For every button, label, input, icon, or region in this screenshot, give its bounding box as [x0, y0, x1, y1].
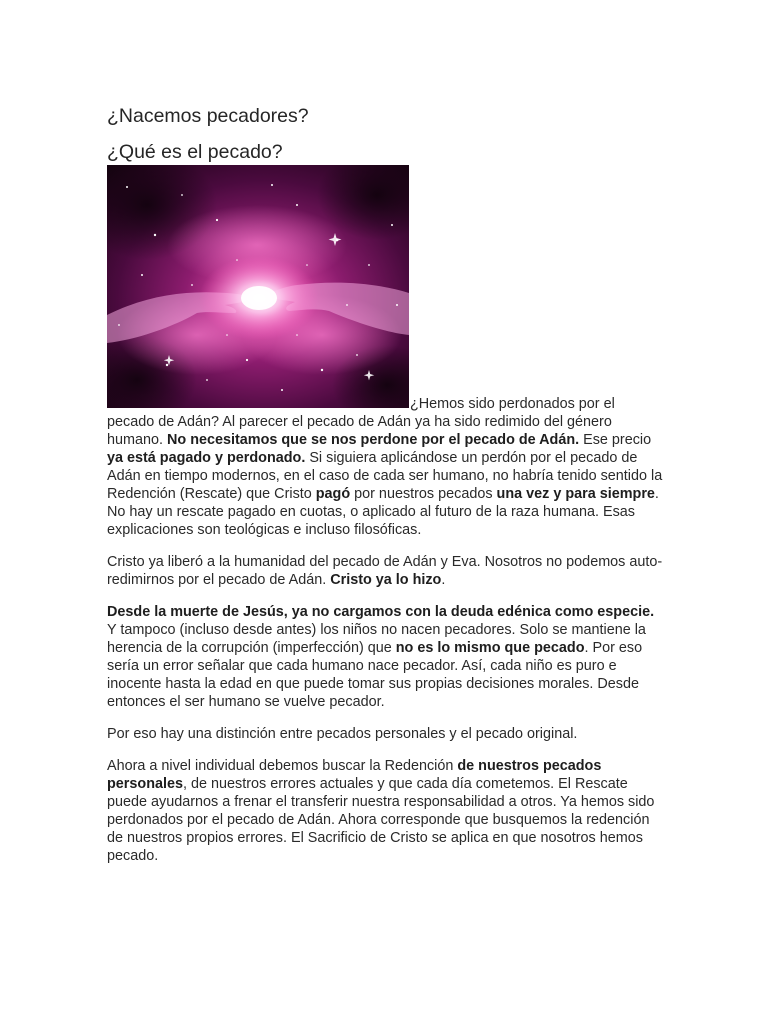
p5-bold-1: de nuestros pecados personales — [107, 758, 602, 792]
document-page — [107, 103, 663, 879]
p1-bold-4: una vez y para siempre — [496, 486, 655, 502]
p3-text-1: Y tampoco (incluso desde antes) los niños no nacen pecadores. Solo se mantiene la herencia de la corrupción (imperfección) que — [107, 622, 646, 656]
p1-text-1: ¿Hemos sido perdonados por el pecado de Adán? Al parecer el pecado de Adán ya ha sido redimido del género humano. — [107, 396, 615, 448]
paragraph-5 — [107, 757, 663, 865]
paragraph-4 — [107, 725, 663, 743]
p1-text-5: . No hay un rescate pagado en cuotas, o aplicado al futuro de la raza humana. Esas explicaciones son teológicas e incluso filosóficas. — [107, 486, 659, 538]
p1-text-2: Ese precio — [579, 432, 652, 448]
p3-text-2: . Por eso sería un error señalar que cada humano nace pecador. Así, cada niño es puro e inocente hasta la edad en que puede tomar sus propias decisiones morales. Desde entonces el ser humano se vuelve pecador. — [107, 640, 643, 710]
p1-text-4: por nuestros pecados — [350, 486, 497, 502]
page-title: ¿Nacemos pecadores? — [107, 105, 309, 127]
page-subtitle: ¿Qué es el pecado? — [107, 141, 283, 163]
p2-bold-1: Cristo ya lo hizo — [330, 572, 442, 588]
p2-text-2: . — [441, 572, 446, 588]
paragraph-2 — [107, 553, 663, 589]
p3-bold-2: no es lo mismo que pecado — [395, 640, 585, 656]
p1-bold-1: No necesitamos que se nos perdone por el pecado de Adán. — [167, 432, 580, 448]
paragraph-1 — [107, 165, 663, 539]
p4-text-1: Por eso hay una distinción entre pecados personales y el pecado original. — [107, 726, 578, 742]
p1-text-3: Si siguiera aplicándose un perdón por el pecado de Adán en tiempo modernos, en el caso de cada ser humano, no habría tenido sentido la Redención (Rescate) que Cristo — [107, 450, 663, 502]
p3-bold-1: Desde la muerte de Jesús, ya no cargamos con la deuda edénica como especie. — [107, 604, 655, 620]
p5-text-2: , de nuestros errores actuales y que cada día cometemos. El Rescate puede ayudarnos a frenar el transferir nuestra responsabilidad a otros. Ya hemos sido perdonados por el pecado de Adán. Ahora corresponde que busquemos la redención de nuestros propios errores. El Sacrificio de Cristo se aplica en que nosotros hemos pecado. — [107, 776, 655, 864]
cosmic-hands-image — [107, 165, 409, 408]
p1-bold-3: pagó — [315, 486, 351, 502]
paragraph-3 — [107, 603, 663, 711]
p1-bold-2: ya está pagado y perdonado. — [107, 450, 306, 466]
p2-text-1: Cristo ya liberó a la humanidad del pecado de Adán y Eva. Nosotros no podemos auto-redimirnos por el pecado de Adán. — [107, 554, 663, 588]
p5-text-1: Ahora a nivel individual debemos buscar la Redención — [107, 758, 458, 774]
